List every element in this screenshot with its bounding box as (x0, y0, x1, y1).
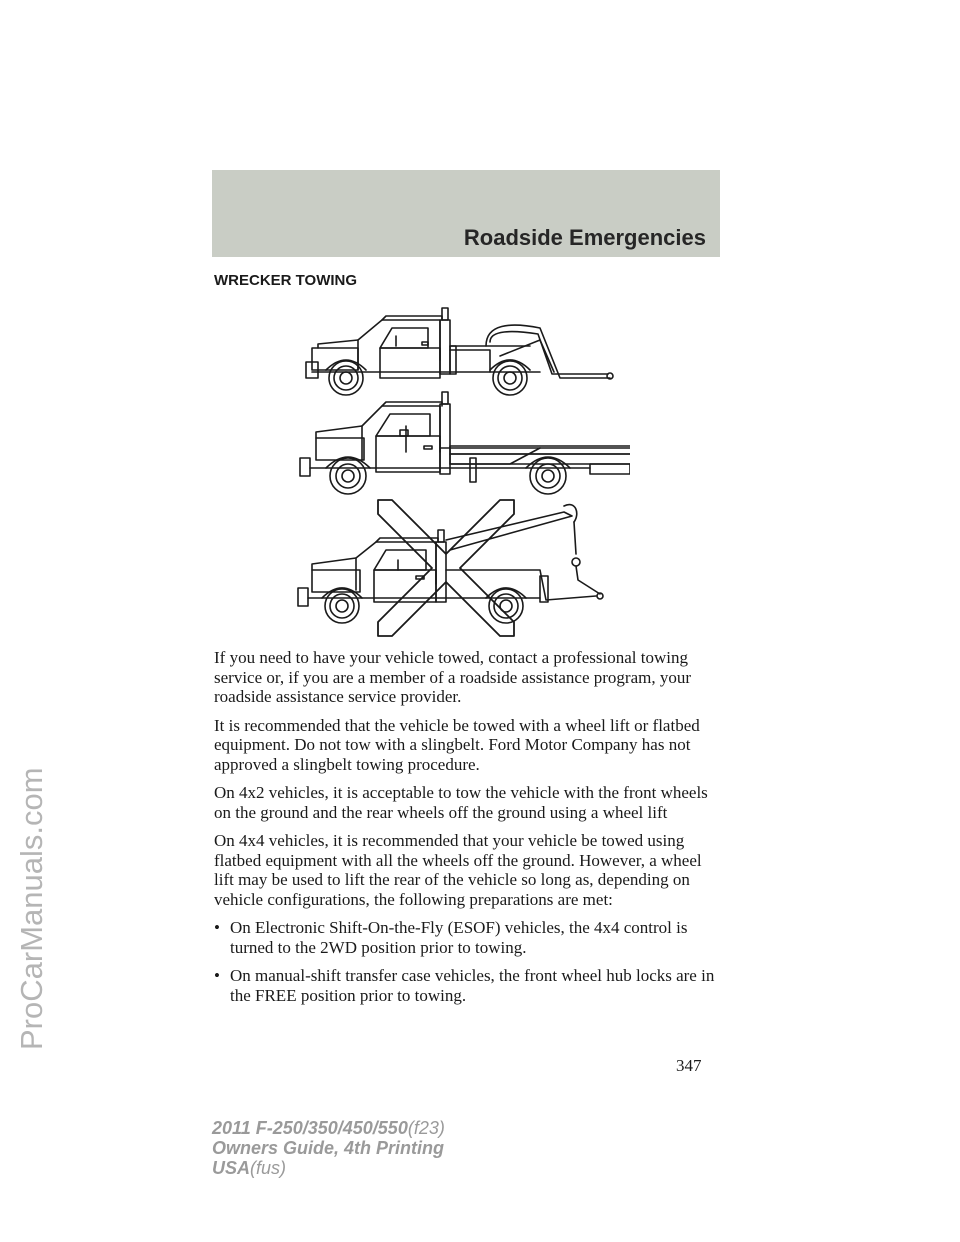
body-text (214, 648, 724, 1014)
bullet-item (214, 966, 724, 1005)
section-header-band (212, 170, 720, 257)
paragraph: On 4x4 vehicles, it is recommended that your vehicle be towed using flatbed equipment with all the wheels off the ground. However, a wheel lift may be used to lift the rear of the vehicle so long as, depending on vehicle configurations, the following preparations are met: (214, 831, 702, 909)
bullet-symbol: • (214, 966, 220, 985)
paragraph: If you need to have your vehicle towed, contact a professional towing service or, if you are a member of a roadside assistance program, your roadside assistance service provider. (214, 648, 692, 706)
flatbed-tow-truck (300, 392, 630, 494)
slingbelt-tow-truck (298, 505, 603, 623)
footer-country: USA (212, 1158, 251, 1178)
footer-model-code: (f23) (407, 1118, 445, 1138)
bullet-text: On manual-shift transfer case vehicles, the front wheel hub locks are in the FREE position prior to towing. (230, 966, 715, 1005)
footer-country-code: (fus) (250, 1158, 287, 1178)
paragraph: On 4x2 vehicles, it is acceptable to tow the vehicle with the front wheels on the ground and the rear wheels off the ground using a wheel lift (214, 783, 708, 822)
wheel-lift-tow-truck (306, 308, 613, 395)
section-title: WRECKER TOWING (214, 272, 358, 289)
footer-model: 2011 F-250/350/450/550 (212, 1118, 408, 1138)
watermark-text: ProCarManuals.com (14, 767, 49, 1050)
page-number: 347 (676, 1056, 702, 1075)
paragraph: It is recommended that the vehicle be towed with a wheel lift or flatbed equipment. Do not tow with a slingbelt. Ford Motor Company has not approved a slingbelt towing procedure. (214, 715, 700, 774)
document-footer (212, 1118, 445, 1178)
bullet-item (214, 918, 724, 957)
bullet-text: On Electronic Shift-On-the-Fly (ESOF) vehicles, the 4x4 control is turned to the 2WD position prior to towing. (230, 918, 688, 957)
chapter-title: Roadside Emergencies (463, 225, 706, 250)
footer-edition: Owners Guide, 4th Printing (212, 1138, 445, 1158)
towing-illustration (290, 300, 630, 645)
bullet-symbol: • (214, 918, 220, 937)
